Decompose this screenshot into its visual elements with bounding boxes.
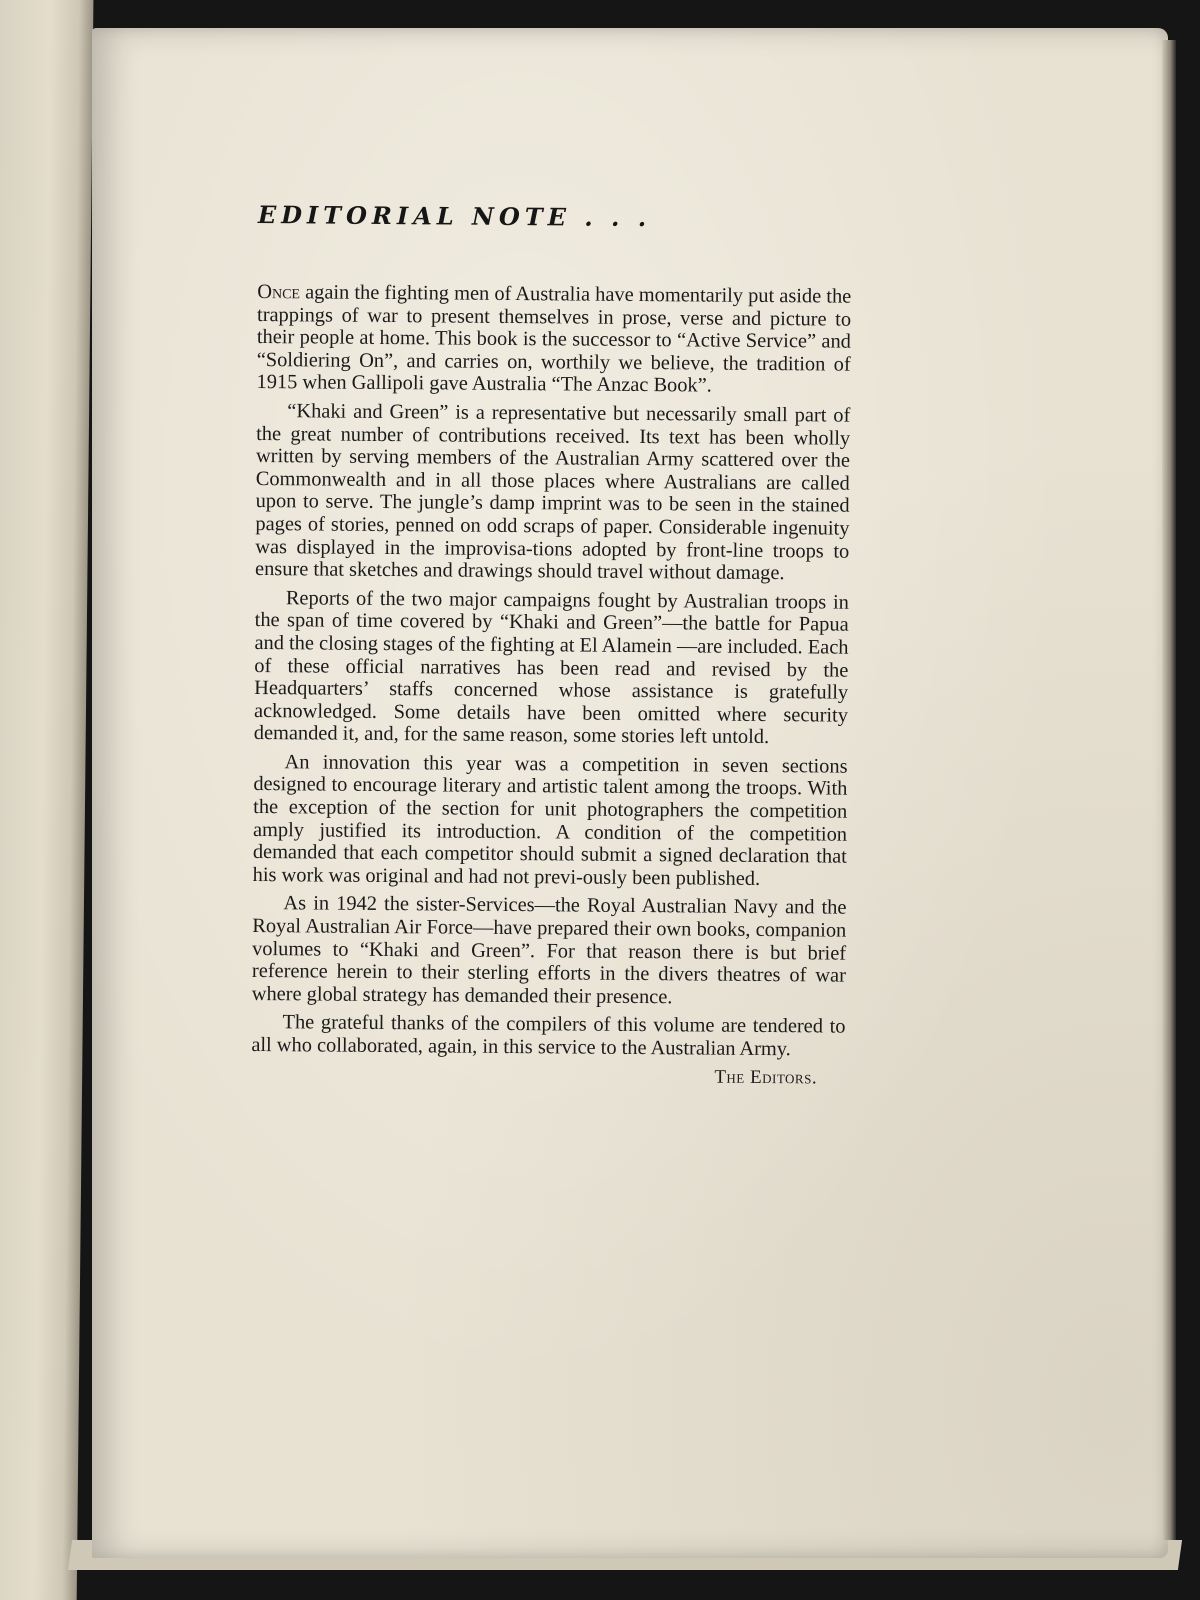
paragraph-2: “Khaki and Green” is a representative but necessarily small part of the great number of contributions received. Its text has been wholly written by serving members of the Australian Army scattered over the Commonwealth and in all those places where Australians are called upon to serve. The jungle’s damp imprint was to be seen in the stained pages of stories, penned on odd scraps of paper. Considerable ingenuity was displayed in the improvisa-tions adopted by front-line troops to ensure that sketches and drawings should travel without damage. xyxy=(255,400,851,585)
previous-page-edge xyxy=(0,0,94,1600)
paragraph-1-text: again the fighting men of Australia have momentarily put aside the trappings of war to present themselves in prose, verse and picture to their people at home. This book is the successor to “Active Service” and “Soldiering On”, and carries on, worthily we believe, the tradition of 1915 when Gallipoli gave Australia “The Anzac Book”. xyxy=(256,281,852,397)
paragraph-3: Reports of the two major campaigns fought by Australian troops in the span of time covered by “Khaki and Green”—the battle for Papua and the closing stages of the fighting at El Alamein —are included. Each of these official narratives has been read and revised by the Headquarters’ staffs concerned whose assistance is gratefully acknowledged. Some details have been omitted where security demanded it, and, for the same reason, some stories left untold. xyxy=(253,586,849,749)
page-heading: EDITORIAL NOTE . . . xyxy=(257,200,652,233)
paragraph-4: An innovation this year was a competition in seven sections designed to encourage literary and artistic talent among the troops. With the exception of the section for unit photographers the competition amply justified its introduction. A condition of the competition demanded that each competitor should submit a signed declaration that his work was original and had not previ-ously been published. xyxy=(252,751,848,890)
drop-word: Once xyxy=(257,280,301,304)
paragraph-1 xyxy=(256,281,851,399)
page-right-edge xyxy=(1162,40,1176,1540)
paragraph-6: The grateful thanks of the compilers of this volume are tendered to all who collaborated, again, in this service to the Australian Army. xyxy=(251,1011,846,1061)
signature: The Editors. xyxy=(714,1066,818,1089)
editorial-text-block xyxy=(251,200,852,1089)
paragraph-5: As in 1942 the sister-Services—the Royal Australian Navy and the Royal Australian Air Force—have prepared their own books, companion volumes to “Khaki and Green”. For that reason there is but brief reference herein to their sterling efforts in the divers theatres of war where global strategy has demanded their presence. xyxy=(251,892,847,1009)
